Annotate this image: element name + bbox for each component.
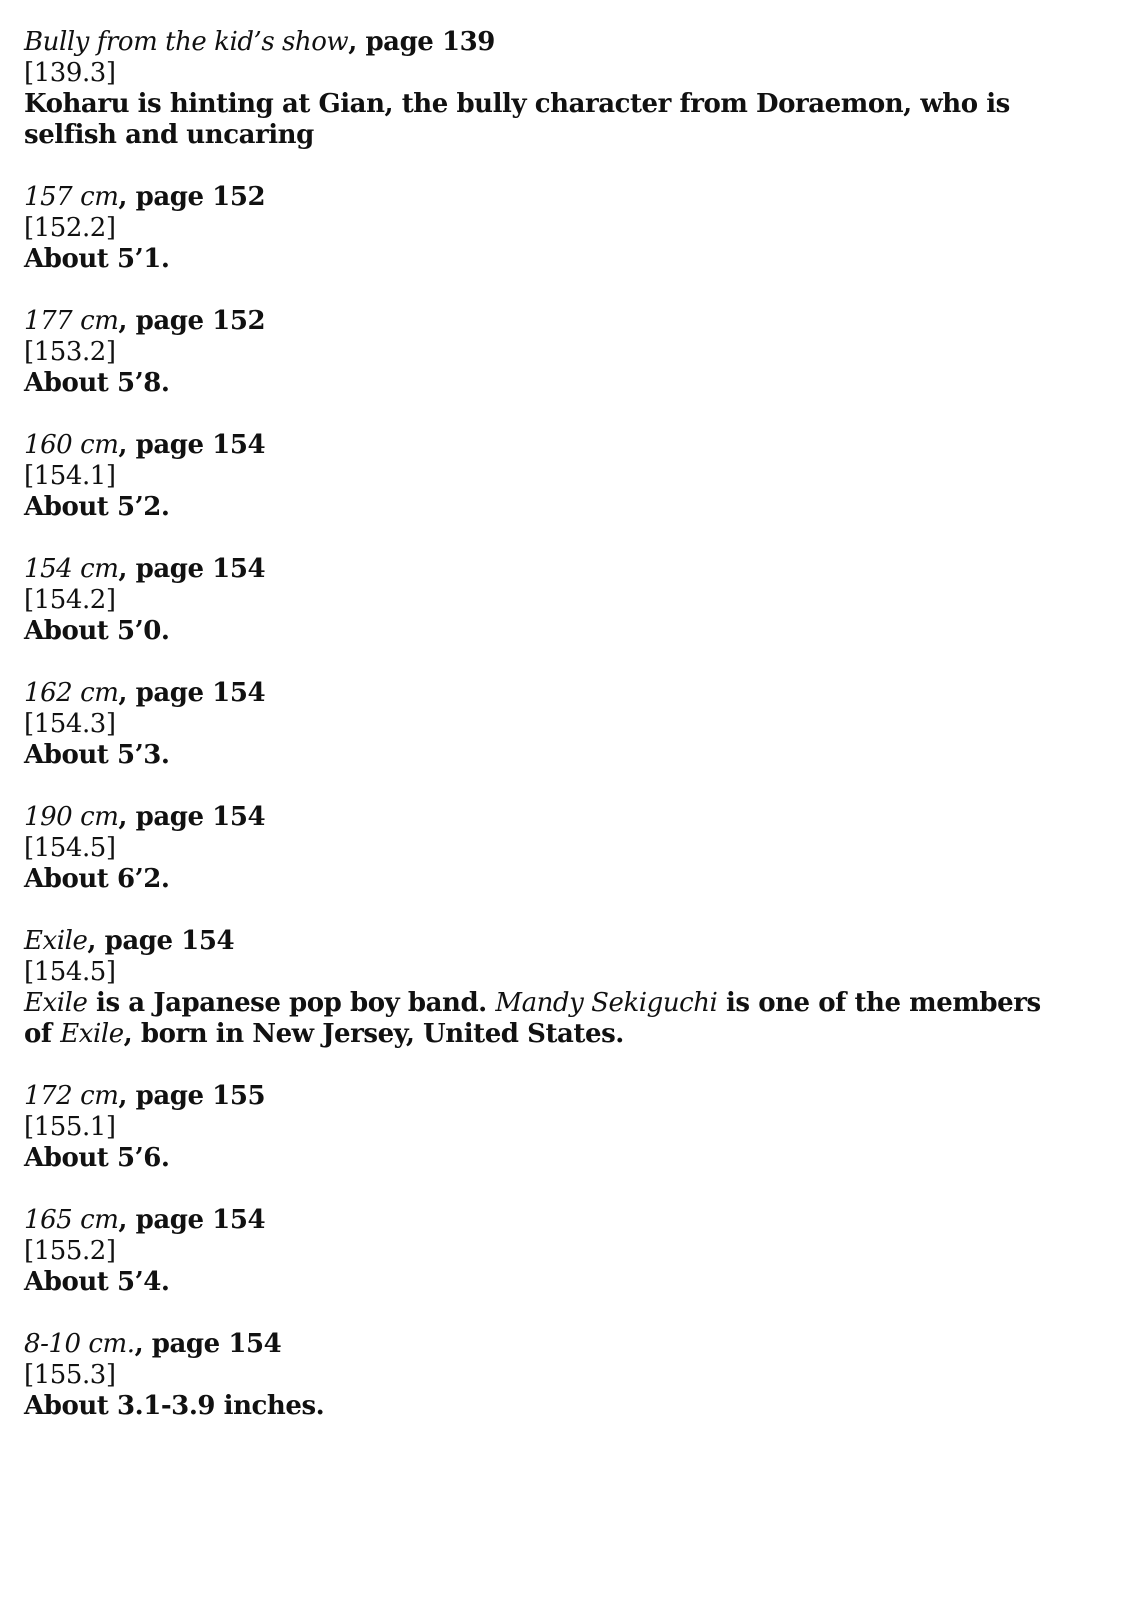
note-term: 157 cm — [24, 182, 119, 212]
translation-notes — [24, 27, 1104, 1453]
note-ref: [154.5] — [24, 833, 116, 863]
band-name: Exile — [24, 988, 88, 1018]
note-term: 160 cm — [24, 430, 119, 460]
note-page: , page 154 — [87, 926, 235, 956]
note-term: 165 cm — [24, 1205, 119, 1235]
note-heading — [24, 926, 1104, 957]
note-heading — [24, 1329, 1104, 1360]
note-heading — [24, 306, 1104, 337]
note-heading — [24, 1081, 1104, 1112]
note-explanation: About 6’2. — [24, 864, 170, 894]
note-page: , page 154 — [118, 678, 266, 708]
note-term: 154 cm — [24, 554, 119, 584]
note-page: , page 139 — [348, 27, 495, 57]
note-explanation: Koharu is hinting at Gian, the bully character from Doraemon, who is selfish and uncaring — [24, 89, 1019, 150]
note-page: , page 152 — [118, 182, 266, 212]
note-157cm — [24, 182, 1104, 275]
note-term: Exile — [24, 926, 88, 956]
member-name: Mandy Sekiguchi — [495, 988, 718, 1018]
note-8-10cm — [24, 1329, 1104, 1422]
note-160cm — [24, 430, 1104, 523]
note-ref: [154.5] — [24, 957, 116, 987]
note-162cm — [24, 678, 1104, 771]
note-term: 162 cm — [24, 678, 119, 708]
note-ref: [154.1] — [24, 461, 116, 491]
note-bully — [24, 27, 1104, 151]
note-ref: [152.2] — [24, 213, 116, 243]
note-ref: [154.2] — [24, 585, 116, 615]
note-heading — [24, 802, 1104, 833]
note-explanation: About 5’2. — [24, 492, 170, 522]
note-154cm — [24, 554, 1104, 647]
explanation-text: of — [24, 1019, 61, 1049]
note-ref: [139.3] — [24, 58, 116, 88]
note-heading — [24, 1205, 1104, 1236]
note-page: , page 154 — [118, 1205, 266, 1235]
note-190cm — [24, 802, 1104, 895]
band-name: Exile — [60, 1019, 124, 1049]
note-term: 177 cm — [24, 306, 119, 336]
note-explanation: About 5’1. — [24, 244, 170, 274]
note-page: , page 154 — [118, 554, 266, 584]
note-heading — [24, 554, 1104, 585]
explanation-text: is one of the members — [717, 988, 1041, 1018]
note-explanation — [24, 988, 1104, 1019]
note-page: , page 154 — [134, 1329, 282, 1359]
note-ref: [154.3] — [24, 709, 116, 739]
note-term: Bully from the kid’s show — [24, 27, 349, 57]
note-heading — [24, 27, 1104, 58]
note-explanation-continued — [24, 1019, 1104, 1050]
note-explanation: About 3.1-3.9 inches. — [24, 1391, 325, 1421]
note-heading — [24, 678, 1104, 709]
note-172cm — [24, 1081, 1104, 1174]
note-explanation: About 5’4. — [24, 1267, 170, 1297]
note-165cm — [24, 1205, 1104, 1298]
note-exile — [24, 926, 1104, 1050]
note-ref: [155.2] — [24, 1236, 116, 1266]
note-term: 190 cm — [24, 802, 119, 832]
note-heading — [24, 430, 1104, 461]
explanation-text: is a Japanese pop boy band. — [87, 988, 496, 1018]
note-ref: [153.2] — [24, 337, 116, 367]
note-177cm — [24, 306, 1104, 399]
note-page: , page 155 — [118, 1081, 266, 1111]
note-explanation: About 5’3. — [24, 740, 170, 770]
note-ref: [155.3] — [24, 1360, 116, 1390]
note-page: , page 154 — [118, 802, 266, 832]
note-page: , page 154 — [118, 430, 266, 460]
note-term: 8-10 cm. — [24, 1329, 135, 1359]
note-ref: [155.1] — [24, 1112, 116, 1142]
note-explanation: About 5’8. — [24, 368, 170, 398]
note-explanation: About 5’0. — [24, 616, 170, 646]
note-explanation: About 5’6. — [24, 1143, 170, 1173]
explanation-text: , born in New Jersey, United States. — [123, 1019, 624, 1049]
note-heading — [24, 182, 1104, 213]
note-page: , page 152 — [118, 306, 266, 336]
note-term: 172 cm — [24, 1081, 119, 1111]
